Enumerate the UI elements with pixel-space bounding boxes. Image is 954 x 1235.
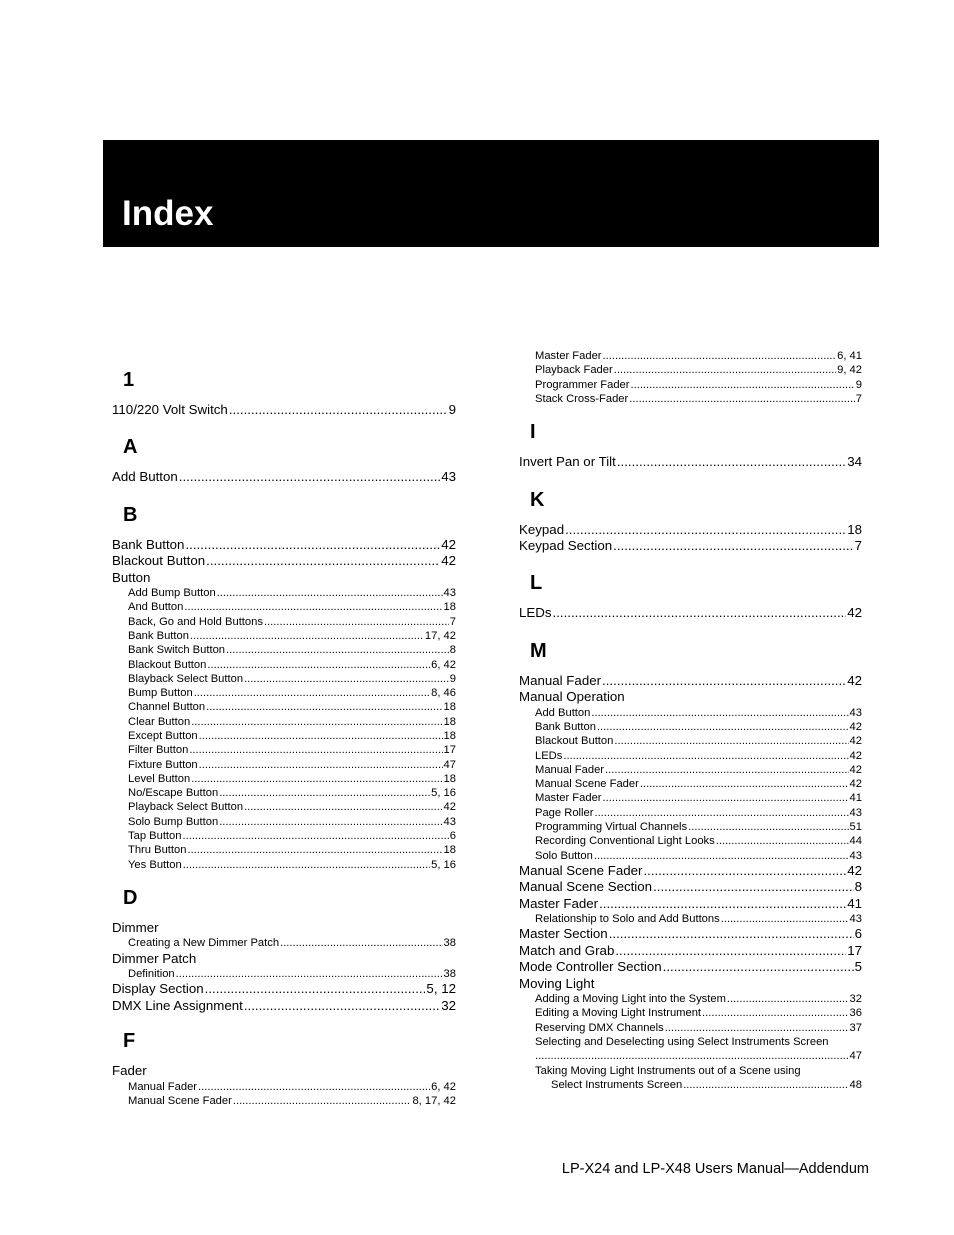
index-section-m [519, 639, 862, 1092]
index-entry[interactable]: Blackout Button ..... 42 [112, 553, 456, 569]
index-entry[interactable]: Button [112, 569, 151, 585]
index-entry[interactable]: Keypad Section ..... 7 [519, 538, 862, 554]
moving-light-subentries [519, 992, 862, 1035]
index-entry[interactable]: Manual Scene Fader ..... 42 [519, 863, 862, 879]
index-section-a [112, 435, 456, 485]
index-entry[interactable]: Fader [112, 1063, 147, 1079]
index-subentry[interactable]: Stack Cross-Fader ..... 7 [519, 392, 862, 406]
manual-operation-subentries [519, 706, 862, 863]
section-letter: B [123, 503, 138, 526]
index-subentry[interactable]: Master Fader ..... 41 [519, 791, 862, 805]
index-subentry[interactable]: Relationship to Solo and Add Buttons ..... 43 [519, 912, 862, 926]
section-letter: F [123, 1030, 136, 1053]
index-section-1 [112, 368, 456, 418]
index-subentry[interactable]: Playback Fader ..... 9, 42 [519, 363, 862, 377]
index-section-k [519, 488, 862, 555]
index-subentry[interactable]: Except Button ..... 18 [112, 729, 456, 743]
index-section-i [519, 420, 862, 470]
index-subentry[interactable]: Solo Button ..... 43 [519, 849, 862, 863]
index-entry[interactable]: Dimmer [112, 919, 159, 935]
index-column-right [519, 349, 862, 1092]
index-subentry[interactable]: Level Button ..... 18 [112, 772, 456, 786]
index-section-d [112, 886, 456, 1014]
index-subentry[interactable]: Manual Fader ..... 6, 42 [112, 1080, 456, 1094]
index-subentry[interactable]: Back, Go and Hold Buttons ..... 7 [112, 615, 456, 629]
index-section-b [112, 503, 456, 872]
index-subentry[interactable]: Selecting and Deselecting using Select Instruments Screen ..... 47 [519, 1035, 862, 1064]
index-subentry[interactable]: Tap Button ..... 6 [112, 829, 456, 843]
index-subentry[interactable]: Manual Scene Fader ..... 8, 17, 42 [112, 1094, 456, 1108]
index-subentry[interactable]: Add Button ..... 43 [519, 706, 862, 720]
page-footer: LP-X24 and LP-X48 Users Manual—Addendum [561, 1161, 869, 1177]
index-subentry[interactable]: Programmer Fader ..... 9 [519, 378, 862, 392]
index-entry[interactable]: Manual Scene Section ..... 8 [519, 879, 862, 895]
index-entry[interactable]: Invert Pan or Tilt ..... 34 [519, 454, 862, 470]
index-subentry[interactable]: Reserving DMX Channels ..... 37 [519, 1021, 862, 1035]
index-entry[interactable]: Bank Button ..... 42 [112, 537, 456, 553]
index-subentry[interactable]: Master Fader ..... 6, 41 [519, 349, 862, 363]
section-letter: D [123, 886, 138, 909]
index-subentry[interactable]: Clear Button ..... 18 [112, 715, 456, 729]
index-subentry[interactable]: And Button ..... 18 [112, 600, 456, 614]
index-entry[interactable]: Add Button ..... 43 [112, 469, 456, 485]
section-letter: L [530, 572, 543, 595]
index-entry[interactable]: Display Section ..... 5, 12 [112, 981, 456, 997]
index-subentry[interactable]: Filter Button ..... 17 [112, 743, 456, 757]
section-letter: 1 [123, 369, 135, 391]
index-entry[interactable]: Match and Grab ..... 17 [519, 943, 862, 959]
index-subentry[interactable]: Fixture Button ..... 47 [112, 758, 456, 772]
index-section-l [519, 571, 862, 621]
m-entries-a [519, 863, 862, 912]
index-entry[interactable]: LEDs ..... 42 [519, 605, 862, 621]
index-entry[interactable]: Master Fader ..... 41 [519, 896, 862, 912]
index-subentry[interactable]: Blackout Button ..... 42 [519, 734, 862, 748]
index-subentry[interactable]: Thru Button ..... 18 [112, 843, 456, 857]
fader-subentries-continued [519, 349, 862, 406]
index-entry[interactable]: Moving Light [519, 975, 595, 991]
section-letter: I [530, 421, 536, 444]
index-subentry[interactable]: No/Escape Button ..... 5, 16 [112, 786, 456, 800]
index-subentry[interactable]: Add Bump Button ..... 43 [112, 586, 456, 600]
index-subentry[interactable]: Channel Button ..... 18 [112, 700, 456, 714]
index-entry[interactable]: DMX Line Assignment ..... 32 [112, 998, 456, 1014]
page-title: Index [122, 194, 214, 233]
index-subentry[interactable]: Manual Scene Fader ..... 42 [519, 777, 862, 791]
index-subentry[interactable]: Taking Moving Light Instruments out of a Scene using Select Instruments Screen ..... 48 [519, 1064, 862, 1093]
index-subentry[interactable]: Definition ..... 38 [112, 967, 456, 981]
index-subentry[interactable]: Bank Switch Button ..... 8 [112, 643, 456, 657]
index-subentry[interactable]: LEDs ..... 42 [519, 749, 862, 763]
index-subentry[interactable]: Recording Conventional Light Looks ..... 44 [519, 834, 862, 848]
index-subentry[interactable]: Editing a Moving Light Instrument ..... 36 [519, 1006, 862, 1020]
section-letter: M [530, 639, 547, 662]
button-subentries [112, 586, 456, 872]
index-subentry[interactable]: Blayback Select Button ..... 9 [112, 672, 456, 686]
index-subentry[interactable]: Blackout Button ..... 6, 42 [112, 658, 456, 672]
index-entry[interactable]: Manual Operation [519, 689, 625, 705]
index-entry[interactable]: Manual Fader ..... 42 [519, 673, 862, 689]
index-entry[interactable]: Master Section ..... 6 [519, 926, 862, 942]
section-letter: A [123, 436, 138, 459]
index-subentry[interactable]: Adding a Moving Light into the System ..... 32 [519, 992, 862, 1006]
index-subentry[interactable]: Playback Select Button ..... 42 [112, 800, 456, 814]
index-subentry[interactable]: Page Roller ..... 43 [519, 806, 862, 820]
index-subentry[interactable]: Creating a New Dimmer Patch ..... 38 [112, 936, 456, 950]
index-subentry[interactable]: Solo Bump Button ..... 43 [112, 815, 456, 829]
index-subentry[interactable]: Bank Button ..... 42 [519, 720, 862, 734]
section-letter: K [530, 488, 545, 511]
index-subentry[interactable]: Manual Fader ..... 42 [519, 763, 862, 777]
index-subentry[interactable]: Programming Virtual Channels ..... 51 [519, 820, 862, 834]
index-entry[interactable]: Dimmer Patch [112, 950, 197, 966]
index-column-left [112, 350, 456, 1108]
m-entries-b [519, 926, 862, 975]
index-entry[interactable]: 110/220 Volt Switch ..... 9 [112, 402, 456, 418]
index-entry[interactable]: Keypad ..... 18 [519, 522, 862, 538]
index-subentry[interactable]: Yes Button ..... 5, 16 [112, 858, 456, 872]
index-entry[interactable]: Mode Controller Section ..... 5 [519, 959, 862, 975]
title-banner [103, 140, 879, 247]
index-subentry[interactable]: Bank Button ..... 17, 42 [112, 629, 456, 643]
index-section-f [112, 1029, 456, 1108]
index-subentry[interactable]: Bump Button ..... 8, 46 [112, 686, 456, 700]
